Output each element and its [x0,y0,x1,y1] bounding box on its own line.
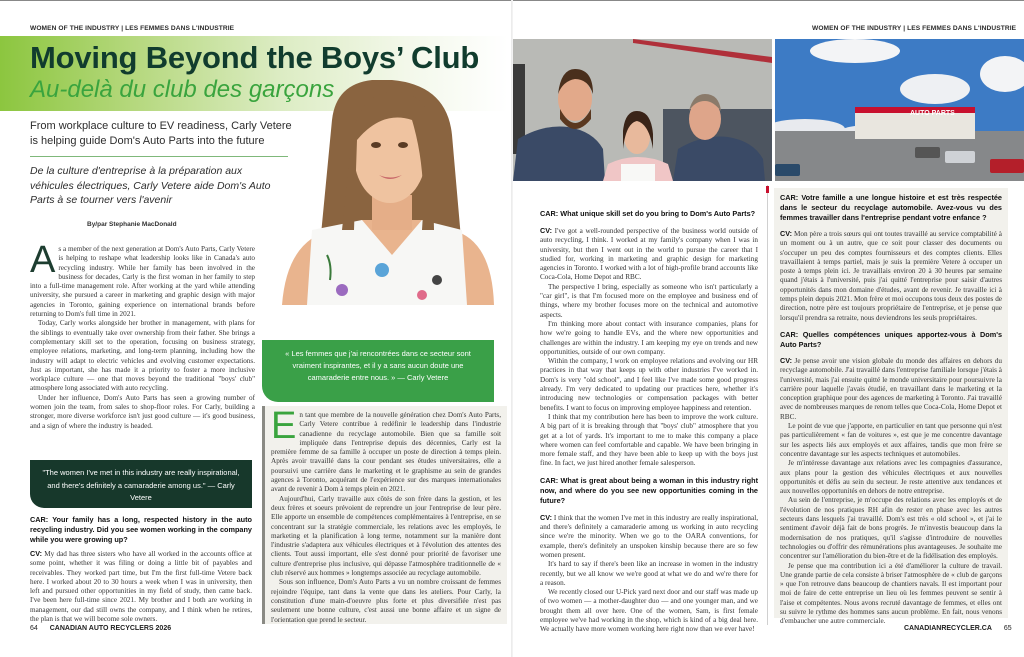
interview-question: CAR: What is great about being a woman in this industry right now, and where do you see new opportunities coming in the future? [540,475,759,505]
paragraph: Sous son influence, Dom's Auto Parts a vu un nombre croissant de femmes rejoindre l'équipe, tant dans la vente que dans les ateliers. Pour Carly, la constitution d'une main-d'oeuvre plus forte et plus diversifiée n'est pas seulement une bonne culture, c'est aussi une bonne affaire et un signe de l'orientation que prend le secteur. [271,578,501,624]
article-body-english [30,239,255,431]
interview-question: CAR: What unique skill set do you bring to Dom's Auto Parts? [540,209,756,218]
column-divider [767,185,768,625]
article-body-french [262,406,507,624]
byline: By/par Stephanie MacDonald [87,221,177,228]
interview-answer: CV: Mon père a trois sœurs qui ont toutes travaillé au service comptabilité à un moment ou à un autre, que ce soit pour classer des documents ou s'occuper un peu des comptes fournisseurs et des comptes clients. Elles travaillaient à temps partiel, mais je suis la première Vetere à occuper un poste à temps plein ici. Je travaillais environ 20 à 30 heures par semaine quand j'étais à l'université, puis j'ai quitté l'entreprise pour saisir d'autres opportunités dans mon domaine d'études, avant de revenir. Je travaille ici à temps plein depuis 2021. Mon frère et moi occupons tous deux des postes de direction, notre père est toujours propriétaire de l'entreprise, et je pense que lorsqu'il prendra sa retraite, nous deviendrons les seuls propriétaires. [780,229,1002,322]
footer-right [904,625,1012,632]
page-number: 65 [1003,625,1012,632]
interview-column-french [774,188,1008,626]
section-tag-right: WOMEN OF THE INDUSTRY | LES FEMMES DANS L'INDUSTRIE [812,25,1017,32]
footer-left [30,625,171,632]
pull-quote-french: « Les femmes que j'ai rencontrées dans ce secteur sont vraiment inspirantes, et il y a sans aucun doute une camaraderie entre nous. » — Carly Vetere [262,340,494,402]
yard-sign-text: AUTO PARTS [910,110,955,117]
magazine-title: CANADIAN AUTO RECYCLERS 2026 [49,625,172,632]
dropcap: A [30,239,56,281]
headline-english: Moving Beyond the Boys’ Club [30,40,480,75]
subhead-divider [30,156,288,157]
yard-photo [775,39,1024,181]
interview-answer: CV: I think that the women I've met in this industry are really inspirational, and there's definitely a camaraderie among us working in auto recycling since we're the minority. When we go to the OARA conventions, for example, there's definitely an unspoken kinship because there are so few women present. It's hard to say if there's been like an increase in women in the industry recently, but we all know we we're good at what we do and we're there for a reason. We recently closed our U-Pick yard next door and our staff was made up of two women — a mother-daughter duo — and one younger man, and we brought them all over here. One of the women, Sam, is first female employee we've had working in the shop, which is kind of a big deal here. We actually have more women working here right now than we ever have! [540,512,758,634]
team-illustration [513,39,772,181]
portrait-photo [262,80,502,305]
interview-answer: CV: My dad has three sisters who have all worked in the accounts office at some point, whether it was filing or doing a little bit of payables and receivables. They worked part time, but I'm the first full-time Vetere back here. I worked about 20 to 30 hours a week when I was in university, then left and pursued other opportunities in my field of study, then came back. I've been here full-time since 2021. My brother and I both are working in management, our dad still owns the company, and I think when he retires, the plan is that we will become sole owners. [30,549,252,624]
dropcap: E [271,405,297,447]
pull-quote-english: "The women I've met in this industry are really inspirational, and there's definitely a camaraderie among us." — Carly Vetere [30,460,252,508]
interview-question: CAR: Votre famille a une longue histoire et est très respectée dans le secteur du recyclage automobile. Avez-vous vu des femmes travailler dans l'entreprise pendant votre enfance ? [780,193,1002,222]
interview-column-english [540,209,758,635]
subhead-french: De la culture d'entreprise à la préparation aux véhicules électriques, Carly Vetere aide Dom's Auto Parts à se tourner vers l'avenir [30,165,271,206]
website: CANADIANRECYCLER.CA [904,625,992,632]
paragraph: Aujourd'hui, Carly travaille aux côtés de son frère dans la gestion, et les deux frères et soeurs prévoient de reprendre un jour l'entreprise de leur père. Elle apporte un ensemble de compétences complémentaires à l'entreprise, en se concentrant sur la stratégie commerciale, les relations avec les employés, le marketing et la planification à long terme, notamment sur la manière dont l'industrie s'adaptera aux véhicules électriques et à l'évolution des attentes des clients. Tout aussi important, elle s'est donné pour priorité de favoriser une culture d'entreprise plus inclusive, qui dépasse l'atmosphère traditionnelle de « club réservé aux hommes » longtemps associée au recyclage automobile. [271,494,501,578]
team-photo [513,39,772,181]
red-accent [766,186,769,193]
section-tag-left: WOMEN OF THE INDUSTRY | LES FEMMES DANS L'INDUSTRIE [30,25,235,32]
interview-question: CAR: Your family has a long, respected history in the auto recycling industry. Did you see women working in the company while you were growing up? [30,515,253,544]
headline-french: Au-delà du club des garçons [30,76,335,103]
paragraph: Today, Carly works alongside her brother in management, with plans for the siblings to eventually take over ownership from their father. She brings a complementary skill set to the operation, focusing on business strategy, employee relations, marketing, and long-term planning, including how the industry will adapt to electric vehicles and evolving customer expectations. Just as important, she has made it a priority to foster a more inclusive workplace culture — one that moves beyond the traditional "boys' club" atmosphere long associated with auto recycling. [30,319,255,393]
page-number: 64 [30,625,38,632]
interview-answer: CV: Je pense avoir une vision globale du monde des affaires en dehors du recyclage automobile. J'ai travaillé dans l'entreprise familiale lorsque j'étais à l'université, mais j'ai ensuite quitté le monde universitaire pour poursuivre la carrière pour laquelle j'avais étudié, en travaillant dans le marketing et la conception graphique pour des agences de marketing à Toronto. J'ai travaillé avec de nombreuses marques de renom telles que Coca-Cola, Home Depot et RBC. Le point de vue que j'apporte, en particulier en tant que personne qui n'est pas particulièrement « fan de voitures », est que je me concentre davantage sur les aspects liés aux employés et aux affaires, tandis que mon frère se concentre davantage sur les aspects techniques et automobiles. Je m'intéresse davantage aux relations avec les compagnies d'assurance, aux plans pour la gestion des véhicules électriques et aux nouvelles opportunités et défis au sein du secteur. Je reste attentive aux tendances et aux nouvelles opportunités en dehors de notre entreprise. Au sein de l'entreprise, je m'occupe des relations avec les employés et de l'évolution de nos pratiques RH afin de rester en phase avec les autres secteurs dans lesquels j'ai travaillé. Dom's est très « old school », et j'ai le sentiment d'avoir déjà fait de bons progrès. Je m'investis beaucoup dans la modernisation de nos pratiques, qu'il s'agisse d'introduire de nouvelles technologies ou d'offrir des rémunérations plus avantageuses. Je souhaite me concentrer sur l'amélioration du bien-être et de la fidélisation des employés. Je pense que ma contribution ici a été d'améliorer la culture de travail. Une grande partie de cela consiste à briser l'atmosphère de « club de garçons » que l'on retrouve dans beaucoup de chantiers navals. Il est important pour moi de faire de cette entreprise un lieu où les femmes peuvent se sentir à l'aise et compétentes. Nous avons recruté davantage de femmes, et elles ont su suivre le rythme des hommes sans aucun problème. En fait, nous venons d'embaucher une autre commerciale. [780,355,1002,626]
interview-answer: CV: I've got a well-rounded perspective of the business world outside of auto recycling, I think. I worked at my family's company when I was in university, but then I went out in the world to pursue the career that I studied for, working in marketing and graphic design for marketing agencies in Toronto. I worked with a lot of high-profile brand accounts like Coca-Cola, Home Depot and RBC. The perspective I bring, especially as someone who isn't particularly a "car girl", is that I'm focused more on the employee and business end of things, where my brother focuses more on the technical and automotive aspects. I'm thinking more about contact with insurance companies, plans for how we're going to handle EVs, and the where new opportunities and challenges are within the industry. I am keeping my eye on trends and new opportunities, outside of our own company. Within the company, I work on employee relations and evolving our HR practices in that way that keeps up with other industries I've worked in. Dom's is very "old school", and I feel like I've made some good progress already. I'm very dedicated to updating our practices here, whether it's introducing new technologies or compensation packages with better benefits. I want to focus on improving employee happiness and retention. I think that my contribution here has been to improve the work culture. A big part of it is breaking through that "boys' club" atmosphere that you get at a lot of yards. It's important to me to make this company a place where women can feel comfortable and capable. We have been bringing in more female staff, and they have been able to keep up with the boys just fine. In fact, we just hired another female salesperson. [540,226,759,468]
interview-question: CAR: Quelles compétences uniques apportez-vous à Dom's Auto Parts? [780,329,1003,349]
portrait-illustration [262,80,502,305]
paragraph: As a member of the next generation at Dom's Auto Parts, Carly Vetere is helping to reshape what leadership looks like in Canada's auto recycling industry. While her family has been involved in the business for decades, Carly is the first woman in her family to step into a full-time management role. After working at the yard while attending university, she pursued a career in marketing and graphic design with major agencies in Toronto, gaining experience on international brands before returning to Dom's full time in 2021. [30,239,255,319]
paragraph: En tant que membre de la nouvelle génération chez Dom's Auto Parts, Carly Vetere contribue à redéfinir le leadership dans l'industrie canadienne du recyclage automobile. Bien que sa famille soit impliquée dans l'entreprise depuis des décennies, Carly est la première femme de sa famille à occuper un poste de direction à temps plein. Après avoir travaillé dans la cour pendant ses études universitaires, elle a poursuivi une carrière dans le marketing et le graphisme au sein de grandes agences à Toronto, acquérant de l'expérience sur des marques internationales avant de revenir à Dom à temps plein en 2021. [271,405,501,494]
yard-illustration [775,39,1024,181]
paragraph: Under her influence, Dom's Auto Parts has seen a growing number of women join the team, from sales to shop-floor roles. For Carly, building a stronger, more diverse workforce isn't just good culture — it's good business, and a sign of where the industry is headed. [30,393,255,430]
subhead-english: From workplace culture to EV readiness, Carly Vetere is helping guide Dom's Auto Parts into the future [30,120,292,147]
